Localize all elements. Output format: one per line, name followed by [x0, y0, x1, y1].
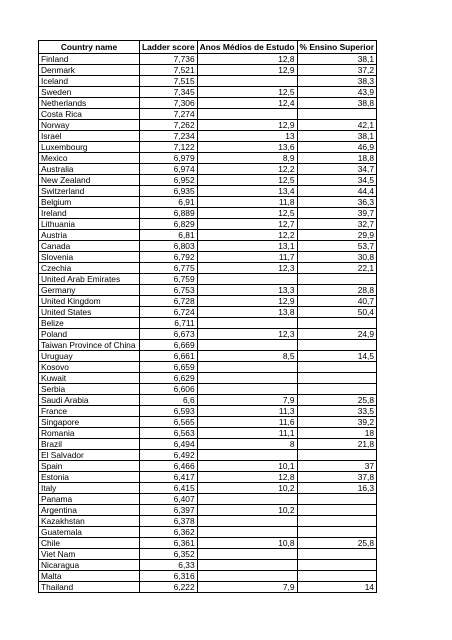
cell-country-name: Iceland	[39, 76, 140, 87]
cell-ladder-score: 6,407	[140, 494, 198, 505]
cell-anos-medios: 11,6	[197, 417, 297, 428]
cell-ensino-superior: 50,4	[297, 307, 376, 318]
cell-ensino-superior	[297, 109, 376, 120]
cell-ensino-superior: 24,9	[297, 329, 376, 340]
cell-ladder-score: 6,362	[140, 527, 198, 538]
cell-anos-medios: 12,5	[197, 175, 297, 186]
table-row	[39, 384, 377, 395]
cell-country-name: Uruguay	[39, 351, 140, 362]
cell-ladder-score: 6,935	[140, 186, 198, 197]
cell-anos-medios: 12,5	[197, 87, 297, 98]
cell-anos-medios	[197, 560, 297, 571]
cell-ensino-superior: 18,8	[297, 153, 376, 164]
table-row	[39, 329, 377, 340]
cell-ensino-superior: 37,8	[297, 472, 376, 483]
header-ensino-superior: % Ensino Superior	[297, 41, 376, 54]
cell-country-name: Taiwan Province of China	[39, 340, 140, 351]
table-row	[39, 252, 377, 263]
cell-ensino-superior	[297, 527, 376, 538]
table-row	[39, 54, 377, 65]
cell-ensino-superior: 38,1	[297, 131, 376, 142]
cell-ensino-superior: 34,5	[297, 175, 376, 186]
cell-ladder-score: 6,417	[140, 472, 198, 483]
table-row	[39, 571, 377, 582]
cell-country-name: Sweden	[39, 87, 140, 98]
cell-country-name: Slovenia	[39, 252, 140, 263]
table-row	[39, 98, 377, 109]
cell-anos-medios	[197, 274, 297, 285]
cell-ensino-superior	[297, 384, 376, 395]
table-row	[39, 153, 377, 164]
cell-country-name: Kazakhstan	[39, 516, 140, 527]
cell-ladder-score: 6,629	[140, 373, 198, 384]
cell-country-name: Chile	[39, 538, 140, 549]
cell-ensino-superior: 38,3	[297, 76, 376, 87]
cell-country-name: Singapore	[39, 417, 140, 428]
cell-country-name: Poland	[39, 329, 140, 340]
cell-anos-medios: 13,4	[197, 186, 297, 197]
spreadsheet-page	[38, 40, 377, 593]
cell-anos-medios: 10,1	[197, 461, 297, 472]
cell-country-name: Spain	[39, 461, 140, 472]
table-row	[39, 472, 377, 483]
cell-anos-medios: 10,2	[197, 483, 297, 494]
cell-ladder-score: 6,397	[140, 505, 198, 516]
cell-ladder-score: 6,724	[140, 307, 198, 318]
cell-country-name: Norway	[39, 120, 140, 131]
cell-country-name: Malta	[39, 571, 140, 582]
cell-anos-medios: 11,7	[197, 252, 297, 263]
cell-anos-medios	[197, 516, 297, 527]
table-row	[39, 483, 377, 494]
cell-ensino-superior: 38,1	[297, 54, 376, 65]
cell-ensino-superior	[297, 494, 376, 505]
cell-ladder-score: 6,593	[140, 406, 198, 417]
cell-country-name: Belgium	[39, 197, 140, 208]
cell-anos-medios: 11,1	[197, 428, 297, 439]
table-row	[39, 142, 377, 153]
cell-ladder-score: 6,563	[140, 428, 198, 439]
cell-ladder-score: 6,673	[140, 329, 198, 340]
table-row	[39, 527, 377, 538]
cell-country-name: El Salvador	[39, 450, 140, 461]
cell-anos-medios: 13,6	[197, 142, 297, 153]
cell-ensino-superior: 22,1	[297, 263, 376, 274]
cell-ladder-score: 6,466	[140, 461, 198, 472]
cell-ladder-score: 6,378	[140, 516, 198, 527]
cell-ladder-score: 6,81	[140, 230, 198, 241]
table-row	[39, 538, 377, 549]
cell-anos-medios	[197, 549, 297, 560]
cell-anos-medios: 8,5	[197, 351, 297, 362]
table-row	[39, 494, 377, 505]
cell-ladder-score: 6,711	[140, 318, 198, 329]
cell-country-name: Estonia	[39, 472, 140, 483]
cell-ladder-score: 6,91	[140, 197, 198, 208]
cell-ensino-superior	[297, 373, 376, 384]
cell-country-name: Israel	[39, 131, 140, 142]
cell-ensino-superior: 37	[297, 461, 376, 472]
table-row	[39, 560, 377, 571]
cell-country-name: Belize	[39, 318, 140, 329]
cell-anos-medios: 12,3	[197, 263, 297, 274]
cell-ensino-superior: 33,5	[297, 406, 376, 417]
cell-country-name: Saudi Arabia	[39, 395, 140, 406]
cell-anos-medios: 13	[197, 131, 297, 142]
cell-ladder-score: 6,6	[140, 395, 198, 406]
cell-ensino-superior: 16,3	[297, 483, 376, 494]
cell-ensino-superior: 34,7	[297, 164, 376, 175]
cell-ladder-score: 6,759	[140, 274, 198, 285]
cell-ensino-superior	[297, 450, 376, 461]
cell-ensino-superior	[297, 340, 376, 351]
cell-anos-medios	[197, 373, 297, 384]
table-row	[39, 263, 377, 274]
cell-anos-medios: 12,9	[197, 120, 297, 131]
cell-ladder-score: 7,736	[140, 54, 198, 65]
table-row	[39, 197, 377, 208]
cell-country-name: Panama	[39, 494, 140, 505]
cell-country-name: Ireland	[39, 208, 140, 219]
cell-country-name: United Kingdom	[39, 296, 140, 307]
cell-ensino-superior: 29,9	[297, 230, 376, 241]
cell-anos-medios	[197, 527, 297, 538]
cell-ensino-superior: 21,8	[297, 439, 376, 450]
cell-anos-medios: 13,1	[197, 241, 297, 252]
table-row	[39, 549, 377, 560]
cell-anos-medios	[197, 571, 297, 582]
table-row	[39, 219, 377, 230]
cell-ladder-score: 6,829	[140, 219, 198, 230]
cell-country-name: Denmark	[39, 65, 140, 76]
cell-anos-medios	[197, 450, 297, 461]
table-row	[39, 241, 377, 252]
cell-anos-medios: 13,3	[197, 285, 297, 296]
cell-ladder-score: 6,361	[140, 538, 198, 549]
table-row	[39, 450, 377, 461]
cell-ladder-score: 6,952	[140, 175, 198, 186]
cell-anos-medios: 7,9	[197, 395, 297, 406]
cell-ensino-superior: 40,7	[297, 296, 376, 307]
table-row	[39, 351, 377, 362]
cell-anos-medios	[197, 318, 297, 329]
table-row	[39, 186, 377, 197]
cell-ensino-superior: 39,2	[297, 417, 376, 428]
cell-anos-medios: 10,2	[197, 505, 297, 516]
cell-anos-medios: 12,8	[197, 472, 297, 483]
cell-ensino-superior	[297, 516, 376, 527]
cell-anos-medios: 12,9	[197, 65, 297, 76]
table-row	[39, 296, 377, 307]
cell-anos-medios	[197, 362, 297, 373]
table-row	[39, 307, 377, 318]
cell-ensino-superior	[297, 274, 376, 285]
cell-ladder-score: 7,306	[140, 98, 198, 109]
cell-anos-medios: 12,5	[197, 208, 297, 219]
cell-ensino-superior: 32,7	[297, 219, 376, 230]
cell-ladder-score: 7,122	[140, 142, 198, 153]
cell-ladder-score: 6,415	[140, 483, 198, 494]
cell-country-name: Guatemala	[39, 527, 140, 538]
cell-anos-medios: 12,8	[197, 54, 297, 65]
table-row	[39, 230, 377, 241]
cell-country-name: Romania	[39, 428, 140, 439]
cell-ladder-score: 7,521	[140, 65, 198, 76]
cell-ladder-score: 6,661	[140, 351, 198, 362]
table-row	[39, 428, 377, 439]
cell-country-name: Costa Rica	[39, 109, 140, 120]
cell-country-name: Finland	[39, 54, 140, 65]
cell-ensino-superior	[297, 362, 376, 373]
cell-ensino-superior: 39,7	[297, 208, 376, 219]
cell-ensino-superior: 28,8	[297, 285, 376, 296]
table-row	[39, 373, 377, 384]
cell-country-name: United States	[39, 307, 140, 318]
cell-ladder-score: 6,889	[140, 208, 198, 219]
cell-country-name: Viet Nam	[39, 549, 140, 560]
cell-country-name: Lithuania	[39, 219, 140, 230]
cell-country-name: Czechia	[39, 263, 140, 274]
table-row	[39, 65, 377, 76]
cell-ladder-score: 7,274	[140, 109, 198, 120]
cell-country-name: Switzerland	[39, 186, 140, 197]
table-row	[39, 362, 377, 373]
cell-country-name: Mexico	[39, 153, 140, 164]
cell-ladder-score: 6,492	[140, 450, 198, 461]
cell-country-name: France	[39, 406, 140, 417]
cell-anos-medios	[197, 76, 297, 87]
cell-ensino-superior	[297, 318, 376, 329]
cell-ladder-score: 6,565	[140, 417, 198, 428]
table-row	[39, 406, 377, 417]
table-row	[39, 120, 377, 131]
cell-ensino-superior	[297, 571, 376, 582]
cell-anos-medios: 11,3	[197, 406, 297, 417]
cell-country-name: New Zealand	[39, 175, 140, 186]
header-ladder-score: Ladder score	[140, 41, 198, 54]
cell-anos-medios: 12,9	[197, 296, 297, 307]
cell-ladder-score: 6,352	[140, 549, 198, 560]
cell-ensino-superior: 18	[297, 428, 376, 439]
table-row	[39, 109, 377, 120]
table-row	[39, 274, 377, 285]
cell-ensino-superior: 37,2	[297, 65, 376, 76]
cell-country-name: Kosovo	[39, 362, 140, 373]
cell-anos-medios: 12,4	[197, 98, 297, 109]
cell-country-name: Thailand	[39, 582, 140, 593]
cell-country-name: Luxembourg	[39, 142, 140, 153]
cell-ladder-score: 7,345	[140, 87, 198, 98]
cell-ensino-superior	[297, 505, 376, 516]
table-row	[39, 340, 377, 351]
cell-ladder-score: 6,979	[140, 153, 198, 164]
cell-ladder-score: 6,606	[140, 384, 198, 395]
cell-ensino-superior: 43,9	[297, 87, 376, 98]
table-row	[39, 87, 377, 98]
cell-anos-medios: 10,8	[197, 538, 297, 549]
cell-country-name: Germany	[39, 285, 140, 296]
table-row	[39, 175, 377, 186]
cell-ensino-superior	[297, 560, 376, 571]
cell-country-name: Austria	[39, 230, 140, 241]
cell-anos-medios	[197, 340, 297, 351]
header-country-name: Country name	[39, 41, 140, 54]
cell-country-name: Brazil	[39, 439, 140, 450]
cell-ladder-score: 7,234	[140, 131, 198, 142]
data-table	[38, 40, 377, 593]
cell-ensino-superior: 53,7	[297, 241, 376, 252]
cell-ladder-score: 6,494	[140, 439, 198, 450]
cell-ensino-superior: 42,1	[297, 120, 376, 131]
table-row	[39, 516, 377, 527]
cell-anos-medios: 11,8	[197, 197, 297, 208]
cell-ladder-score: 7,515	[140, 76, 198, 87]
table-body	[39, 54, 377, 593]
cell-ensino-superior: 46,9	[297, 142, 376, 153]
cell-anos-medios	[197, 109, 297, 120]
table-row	[39, 76, 377, 87]
cell-ladder-score: 6,222	[140, 582, 198, 593]
cell-ladder-score: 6,669	[140, 340, 198, 351]
table-row	[39, 395, 377, 406]
cell-ensino-superior: 36,3	[297, 197, 376, 208]
cell-ladder-score: 6,659	[140, 362, 198, 373]
cell-ladder-score: 6,974	[140, 164, 198, 175]
cell-country-name: Serbia	[39, 384, 140, 395]
table-row	[39, 285, 377, 296]
cell-country-name: Australia	[39, 164, 140, 175]
cell-anos-medios	[197, 384, 297, 395]
cell-country-name: Canada	[39, 241, 140, 252]
cell-country-name: Argentina	[39, 505, 140, 516]
cell-country-name: Kuwait	[39, 373, 140, 384]
cell-anos-medios: 12,7	[197, 219, 297, 230]
cell-ladder-score: 6,792	[140, 252, 198, 263]
cell-ladder-score: 6,803	[140, 241, 198, 252]
cell-anos-medios: 7,9	[197, 582, 297, 593]
cell-ensino-superior: 30,8	[297, 252, 376, 263]
cell-ensino-superior: 14,5	[297, 351, 376, 362]
cell-ensino-superior: 44,4	[297, 186, 376, 197]
cell-anos-medios: 12,2	[197, 164, 297, 175]
cell-ensino-superior: 14	[297, 582, 376, 593]
cell-ladder-score: 6,728	[140, 296, 198, 307]
header-anos-medios-de-estudo: Anos Médios de Estudo	[197, 41, 297, 54]
table-row	[39, 208, 377, 219]
table-row	[39, 461, 377, 472]
table-row	[39, 318, 377, 329]
header-row	[39, 41, 377, 54]
cell-ensino-superior: 38,8	[297, 98, 376, 109]
cell-ensino-superior: 25,8	[297, 395, 376, 406]
cell-country-name: Italy	[39, 483, 140, 494]
cell-ensino-superior: 25,8	[297, 538, 376, 549]
table-row	[39, 131, 377, 142]
cell-country-name: United Arab Emirates	[39, 274, 140, 285]
cell-country-name: Nicaragua	[39, 560, 140, 571]
table-row	[39, 582, 377, 593]
table-row	[39, 417, 377, 428]
cell-anos-medios: 12,3	[197, 329, 297, 340]
table-row	[39, 505, 377, 516]
cell-anos-medios	[197, 494, 297, 505]
cell-ensino-superior	[297, 549, 376, 560]
table-row	[39, 439, 377, 450]
cell-anos-medios: 8	[197, 439, 297, 450]
cell-ladder-score: 6,33	[140, 560, 198, 571]
cell-country-name: Netherlands	[39, 98, 140, 109]
cell-ladder-score: 6,775	[140, 263, 198, 274]
cell-anos-medios: 12,2	[197, 230, 297, 241]
cell-ladder-score: 6,753	[140, 285, 198, 296]
table-row	[39, 164, 377, 175]
cell-anos-medios: 13,8	[197, 307, 297, 318]
cell-ladder-score: 6,316	[140, 571, 198, 582]
cell-ladder-score: 7,262	[140, 120, 198, 131]
cell-anos-medios: 8,9	[197, 153, 297, 164]
